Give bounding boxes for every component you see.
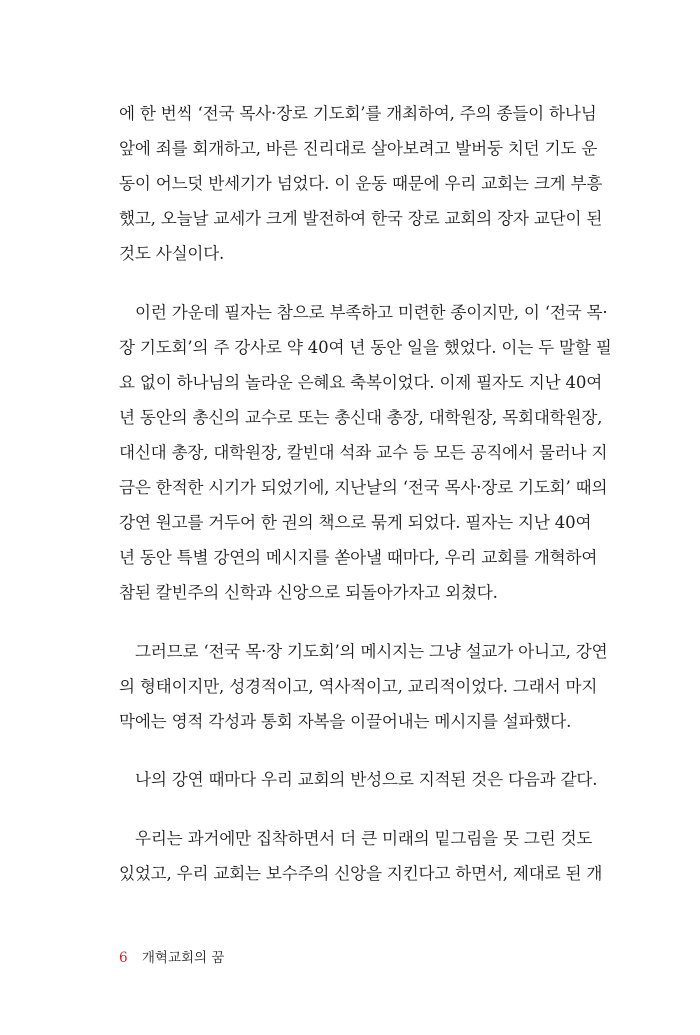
paragraph-3-line-2: 의 형태이지만, 성경적이고, 역사적이고, 교리적이었다. 그래서 마지 xyxy=(119,677,598,696)
running-title: 개혁교회의 꿈 xyxy=(141,950,225,966)
paragraph-2-line-3: 요 없이 하나님의 놀라운 은혜요 축복이었다. 이제 필자도 지난 40여 xyxy=(119,373,603,392)
paragraph-2-line-2: 장 기도회’의 주 강사로 약 40여 년 동안 일을 했었다. 이는 두 말할 필 xyxy=(119,338,612,357)
page-number: 6 xyxy=(119,950,128,966)
paragraph-1-line-4: 했고, 오늘날 교세가 크게 발전하여 한국 장로 교회의 장자 교단이 된 xyxy=(119,209,603,228)
paragraph-2-line-4: 년 동안의 총신의 교수로 또는 총신대 총장, 대학원장, 목회대학원장, xyxy=(119,408,603,427)
paragraph-2-line-6: 금은 한적한 시기가 되었기에, 지난날의 ‘전국 목사·장로 기도회’ 때의 xyxy=(119,478,608,497)
paragraph-4-line-1: 나의 강연 때마다 우리 교회의 반성으로 지적된 것은 다음과 같다. xyxy=(135,770,598,789)
paragraph-1-line-5: 것도 사실이다. xyxy=(119,244,225,263)
paragraph-5-line-2: 있었고, 우리 교회는 보수주의 신앙을 지킨다고 하면서, 제대로 된 개 xyxy=(119,864,603,883)
paragraph-1-line-3: 동이 어느덧 반세기가 넘었다. 이 운동 때문에 우리 교회는 크게 부흥 xyxy=(119,174,603,193)
paragraph-2-line-7: 강연 원고를 거두어 한 권의 책으로 묶게 되었다. 필자는 지난 40여 xyxy=(119,513,592,532)
paragraph-2-line-1: 이런 가운데 필자는 참으로 부족하고 미련한 종이지만, 이 ‘전국 목· xyxy=(135,303,608,322)
paragraph-3-line-3: 막에는 영적 각성과 통회 자복을 이끌어내는 메시지를 설파했다. xyxy=(119,712,572,731)
paragraph-2-line-9: 참된 칼빈주의 신학과 신앙으로 되돌아가자고 외쳤다. xyxy=(119,583,498,602)
paragraph-1-line-1: 에 한 번씩 ‘전국 목사·장로 기도회’를 개최하여, 주의 종들이 하나님 xyxy=(119,104,597,123)
page-footer xyxy=(119,950,224,966)
paragraph-2-line-5: 대신대 총장, 대학원장, 칼빈대 석좌 교수 등 모든 공직에서 물러나 지 xyxy=(119,443,608,462)
paragraph-2-line-8: 년 동안 특별 강연의 메시지를 쏟아낼 때마다, 우리 교회를 개혁하여 xyxy=(119,548,598,567)
paragraph-5-line-1: 우리는 과거에만 집착하면서 더 큰 미래의 밑그림을 못 그린 것도 xyxy=(135,829,593,848)
paragraph-3-line-1: 그러므로 ‘전국 목·장 기도회’의 메시지는 그냥 설교가 아니고, 강연 xyxy=(135,642,608,661)
paragraph-1-line-2: 앞에 죄를 회개하고, 바른 진리대로 살아보려고 발버둥 치던 기도 운 xyxy=(119,139,598,158)
